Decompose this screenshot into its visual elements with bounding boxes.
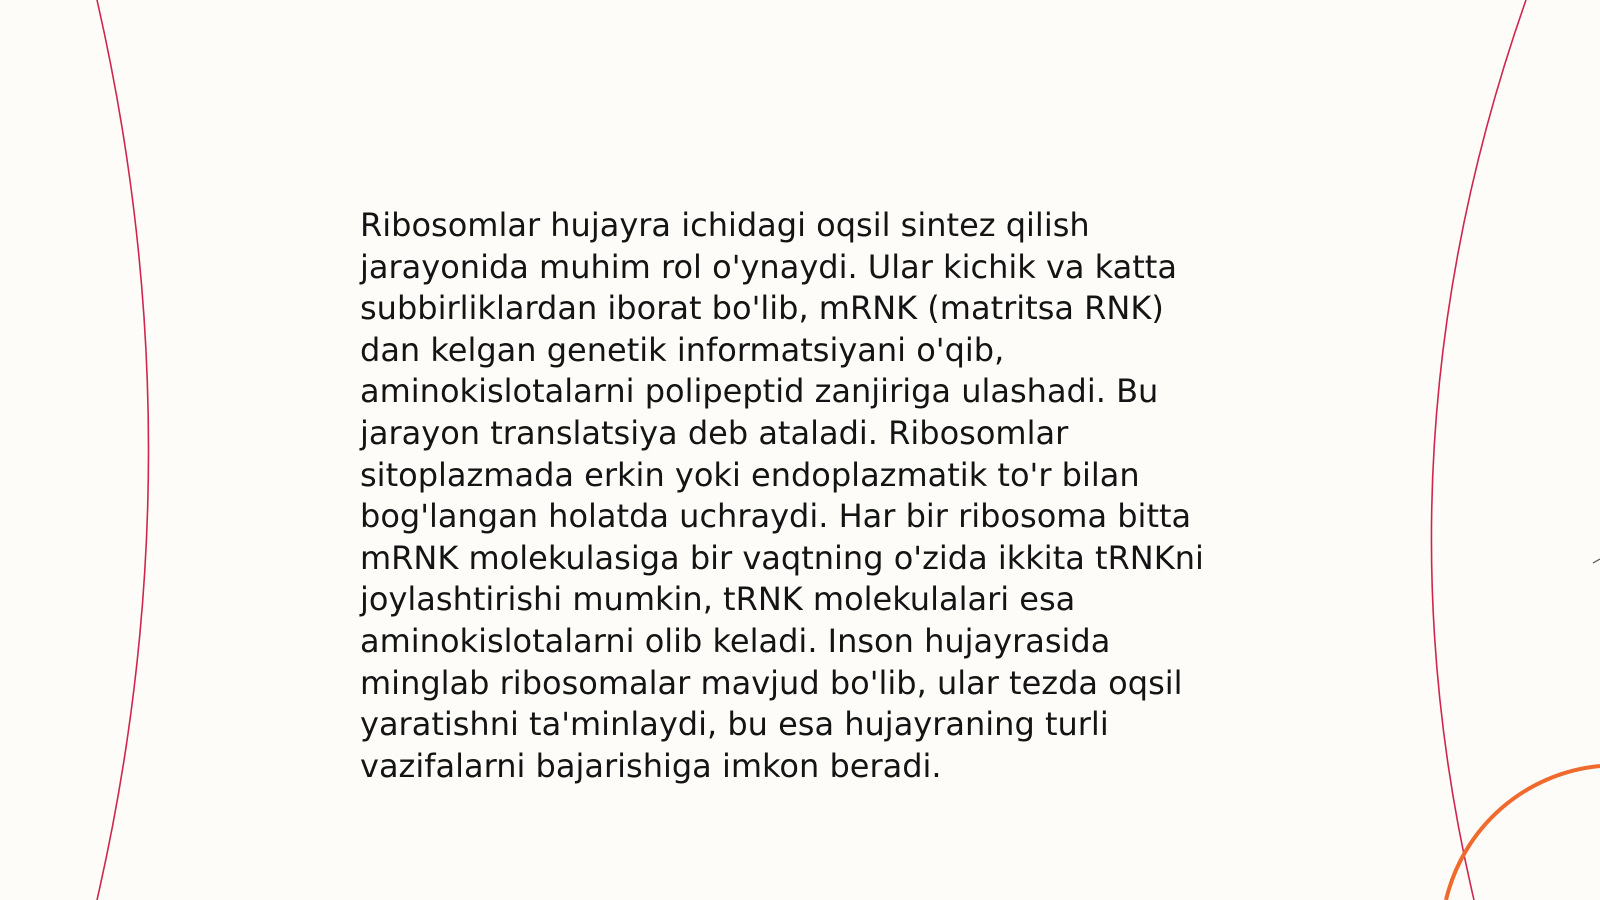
paragraph-line: aminokislotalarni polipeptid zanjiriga ulashadi. Bu bbox=[360, 372, 1159, 411]
paragraph-line: aminokislotalarni olib keladi. Inson hujayrasida bbox=[360, 621, 1111, 660]
paragraph-line: Ribosomlar hujayra ichidagi oqsil sintez qilish bbox=[360, 206, 1090, 244]
paragraph-line: joylashtirishi mumkin, tRNK molekulalari esa bbox=[360, 580, 1076, 619]
body-paragraph bbox=[360, 205, 1240, 787]
paragraph-line: mRNK molekulasiga bir vaqtning o'zida ikkita tRNKni bbox=[360, 538, 1204, 577]
left-curve-decoration bbox=[97, 0, 149, 900]
paragraph-line: yaratishni ta'minlaydi, bu esa hujayraning turli bbox=[360, 705, 1109, 744]
paragraph-line: vazifalarni bajarishiga imkon beradi. bbox=[360, 746, 942, 785]
paragraph-line: sitoplazmada erkin yoki endoplazmatik to'r bilan bbox=[360, 455, 1140, 494]
paragraph-line: subbirliklardan iborat bo'lib, mRNK (matritsa RNK) bbox=[360, 289, 1164, 328]
right-curve-decoration bbox=[1431, 0, 1526, 900]
paragraph-line: bog'langan holatda uchraydi. Har bir ribosoma bitta bbox=[360, 497, 1192, 536]
small-arrow-mark bbox=[1593, 559, 1600, 563]
paragraph-line: jarayonida muhim rol o'ynaydi. Ular kichik va katta bbox=[360, 247, 1177, 286]
paragraph-line: jarayon translatsiya deb ataladi. Ribosomlar bbox=[360, 413, 1069, 452]
paragraph-line: dan kelgan genetik informatsiyani o'qib, bbox=[360, 330, 1005, 369]
paragraph-line: minglab ribosomalar mavjud bo'lib, ular tezda oqsil bbox=[360, 663, 1183, 702]
